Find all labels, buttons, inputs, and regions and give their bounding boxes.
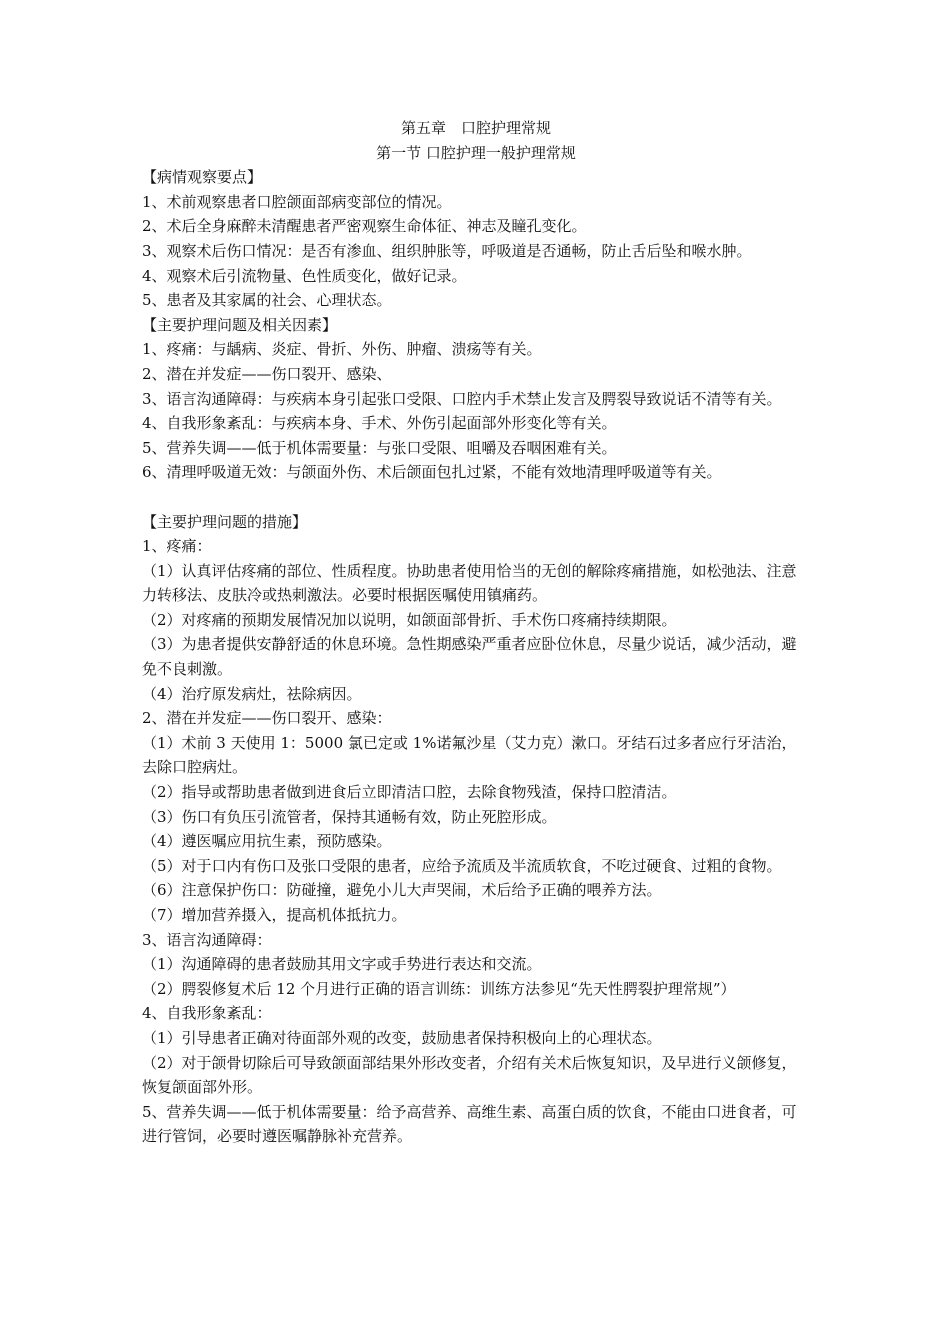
paragraph: （2）腭裂修复术后 12 个月进行正确的语言训练：训练方法参见“先天性腭裂护理常规”） [142,979,736,998]
paragraph: 5、营养失调——低于机体需要量：与张口受限、咀嚼及吞咽困难有关。 [142,438,617,457]
paragraph: （7）增加营养摄入，提高机体抵抗力。 [142,906,407,924]
paragraph: （1）术前 3 天使用 1：5000 氯已定或 1%诺氟沙星（艾力克）漱口。牙结石过多者应行牙洁治，去除口腔病灶。 [142,733,797,777]
paragraph: （3）伤口有负压引流管者，保持其通畅有效，防止死腔形成。 [142,807,557,826]
paragraph: （2）指导或帮助患者做到进食后立即清洁口腔，去除食物残渣，保持口腔清洁。 [142,783,677,802]
paragraph: 5、营养失调——低于机体需要量：给予高营养、高维生素、高蛋白质的饮食，不能由口进食者，可进行管饲，必要时遵医嘱静脉补充营养。 [142,1102,797,1146]
document-body [142,116,810,1149]
paragraph: 4、自我形象紊乱： [142,1004,272,1023]
chapter-title: 第五章 口腔护理常规 [400,119,551,137]
blank-line [142,485,810,510]
paragraph: （6）注意保护伤口：防碰撞，避免小儿大声哭闹，术后给予正确的喂养方法。 [142,881,662,900]
paragraph: （4）遵医嘱应用抗生素，预防感染。 [142,832,392,851]
paragraph: （5）对于口内有伤口及张口受限的患者，应给予流质及半流质软食，不吃过硬食、过粗的食物。 [142,856,782,875]
paragraph: （2）对于颌骨切除后可导致颌面部结果外形改变者，介绍有关术后恢复知识，及早进行义颌修复，恢复颌面部外形。 [142,1053,797,1097]
section-title: 第一节 口腔护理一般护理常规 [376,143,576,162]
paragraph: 1、疼痛： [142,537,212,556]
paragraph: （2）对疼痛的预期发展情况加以说明，如颌面部骨折、手术伤口疼痛持续期限。 [142,610,677,629]
paragraph: 2、术后全身麻醉未清醒患者严密观察生命体征、神志及瞳孔变化。 [142,217,587,236]
paragraph: 3、语言沟通障碍： [142,930,272,949]
paragraph: 5、患者及其家属的社会、心理状态。 [142,291,392,310]
paragraph: （1）认真评估疼痛的部位、性质程度。协助患者使用恰当的无创的解除疼痛措施，如松弛法、注意力转移法、皮肤冷或热刺激法。必要时根据医嘱使用镇痛药。 [142,561,797,605]
paragraph: 3、语言沟通障碍：与疾病本身引起张口受限、口腔内手术禁止发言及腭裂导致说话不清等有关。 [142,389,782,408]
heading-problems: 【主要护理问题及相关因素】 [142,315,338,334]
paragraph: 4、自我形象紊乱：与疾病本身、手术、外伤引起面部外形变化等有关。 [142,414,617,433]
paragraph: 2、潜在并发症——伤口裂开、感染： [142,709,392,728]
heading-measures: 【主要护理问题的措施】 [142,512,308,531]
paragraph: 1、术前观察患者口腔颌面部病变部位的情况。 [142,192,452,211]
paragraph: 1、疼痛：与龋病、炎症、骨折、外伤、肿瘤、溃疡等有关。 [142,340,542,359]
paragraph: （1）引导患者正确对待面部外观的改变，鼓励患者保持积极向上的心理状态。 [142,1028,662,1047]
paragraph: 4、观察术后引流物量、色性质变化，做好记录。 [142,266,467,285]
paragraph: （1）沟通障碍的患者鼓励其用文字或手势进行表达和交流。 [142,955,542,974]
paragraph: 6、清理呼吸道无效：与颌面外伤、术后颌面包扎过紧，不能有效地清理呼吸道等有关。 [142,463,722,482]
paragraph: （4）治疗原发病灶，祛除病因。 [142,684,362,703]
paragraph: 3、观察术后伤口情况：是否有渗血、组织肿胀等，呼吸道是否通畅，防止舌后坠和喉水肿。 [142,241,752,260]
paragraph: 2、潜在并发症——伤口裂开、感染、 [142,364,392,383]
paragraph: （3）为患者提供安静舒适的休息环境。急性期感染严重者应卧位休息，尽量少说话，减少活动，避免不良刺激。 [142,635,797,679]
heading-observation: 【病情观察要点】 [142,168,263,187]
